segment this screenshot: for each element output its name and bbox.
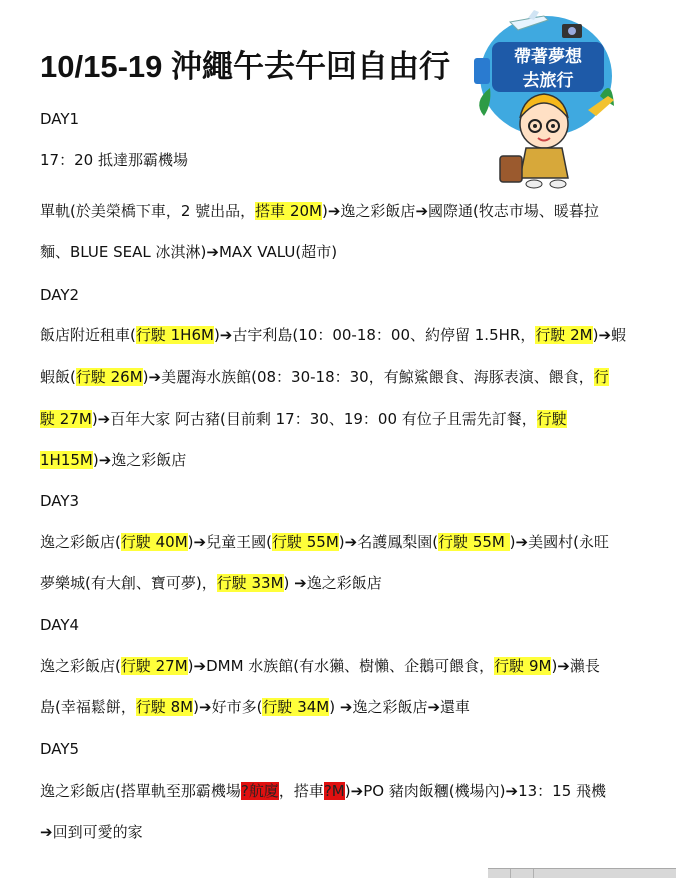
arrow-icon: ➔: [505, 782, 519, 800]
drive-time-badge: 行駛 8M: [135, 698, 194, 716]
arrow-icon: ➔: [344, 533, 358, 551]
day3-line1: 逸之彩飯店(行駛 40M)➔兒童王國(行駛 55M)➔名護鳳梨園(行駛 55M )➔美國村(永旺: [40, 533, 609, 551]
arrow-icon: ➔: [40, 823, 53, 841]
day1-label: DAY1: [40, 110, 80, 128]
day4-line1: 逸之彩飯店(行駛 27M)➔DMM 水族館(有水獺、樹懶、企鵝可餵食，行駛 9M)➔瀨長: [40, 657, 600, 675]
day5-line2: ➔回到可愛的家: [40, 823, 143, 841]
sticker-line2: 去旅行: [522, 71, 574, 91]
drive-time-badge: 行駛 40M: [120, 533, 188, 551]
day2-line2: 蝦飯(行駛 26M)➔美麗海水族館(08：30-18：30，有鯨鯊餵食、海豚表演、餵食，行: [40, 368, 609, 386]
day2-line4: 1H15M)➔逸之彩飯店: [40, 451, 187, 469]
day2-label: DAY2: [40, 286, 80, 304]
arrow-icon: ➔: [350, 782, 364, 800]
arrow-icon: ➔: [193, 533, 207, 551]
drive-time-badge: 行駛 9M: [494, 657, 552, 675]
day4-line2: 島(幸福鬆餅，行駛 8M)➔好市多(行駛 34M) ➔逸之彩飯店➔還車: [40, 698, 471, 716]
arrow-icon: ➔: [294, 574, 307, 592]
day5-label: DAY5: [40, 740, 80, 758]
drive-time-badge: 行駛: [536, 410, 567, 428]
drive-time-badge: 行: [593, 368, 609, 386]
drive-time-badge: 駛 27M: [40, 410, 92, 428]
arrow-icon: ➔: [557, 657, 570, 675]
day1-line1: 單軌(於美榮橋下車，2 號出品，搭車 20M)➔逸之彩飯店➔國際通(牧志市場、暖暮拉: [40, 202, 599, 220]
day1-line2: 麵、BLUE SEAL 冰淇淋)➔MAX VALU(超市): [40, 243, 338, 261]
arrow-icon: ➔: [427, 698, 441, 716]
sticker-line1: 帶著夢想: [514, 47, 582, 67]
arrow-icon: ➔: [339, 698, 353, 716]
day1-arrival: 17：20 抵達那霸機場: [40, 151, 188, 169]
day2-line3: 駛 27M)➔百年大家 阿古豬(目前剩 17：30、19：00 有位子且需先訂餐，行駛: [40, 410, 567, 428]
arrow-icon: ➔: [327, 202, 341, 220]
drive-time-badge: 行駛 1H6M: [135, 326, 214, 344]
day2-line1: 飯店附近租車(行駛 1H6M)➔古宇利島(10：00-18：00、約停留 1.5HR，行駛 2M)➔蝦: [40, 326, 627, 344]
unknown-terminal-badge: ?航廈: [240, 782, 279, 800]
drive-time-badge: 行駛 2M: [535, 326, 593, 344]
phone-icon: [474, 58, 490, 84]
suitcase-icon: [500, 156, 522, 182]
drive-time-badge: 行駛 55M: [438, 533, 510, 551]
drive-time-badge: 行駛 55M: [271, 533, 339, 551]
day5-line1: 逸之彩飯店(搭單軌至那霸機場?航廈，搭車?M)➔PO 豬肉飯糰(機場內)➔13：15 飛機: [40, 782, 607, 800]
arrow-icon: ➔: [148, 368, 162, 386]
unknown-time-badge: ?M: [323, 782, 345, 800]
drive-time-badge: 搭車 20M: [255, 202, 322, 220]
arrow-icon: ➔: [97, 410, 111, 428]
arrow-icon: ➔: [198, 698, 212, 716]
arrow-icon: ➔: [219, 326, 233, 344]
drive-time-badge: 行駛 26M: [75, 368, 143, 386]
arrow-icon: ➔: [598, 326, 612, 344]
arrow-icon: ➔: [415, 202, 429, 220]
arrow-icon: ➔: [206, 243, 219, 261]
day3-line2: 夢樂城(有大創、寶可夢)，行駛 33M) ➔逸之彩飯店: [40, 574, 382, 592]
drive-time-badge: 行駛 33M: [216, 574, 284, 592]
arrow-icon: ➔: [515, 533, 529, 551]
arrow-icon: ➔: [98, 451, 112, 469]
page-title: 10/15-19 沖繩午去午回自由行: [40, 49, 450, 84]
drive-time-badge: 行駛 34M: [262, 698, 330, 716]
day3-label: DAY3: [40, 492, 80, 510]
drive-time-badge: 1H15M: [40, 451, 93, 469]
arrow-icon: ➔: [193, 657, 207, 675]
drive-time-badge: 行駛 27M: [120, 657, 188, 675]
day4-label: DAY4: [40, 616, 80, 634]
travel-sticker-illustration: [470, 6, 618, 192]
